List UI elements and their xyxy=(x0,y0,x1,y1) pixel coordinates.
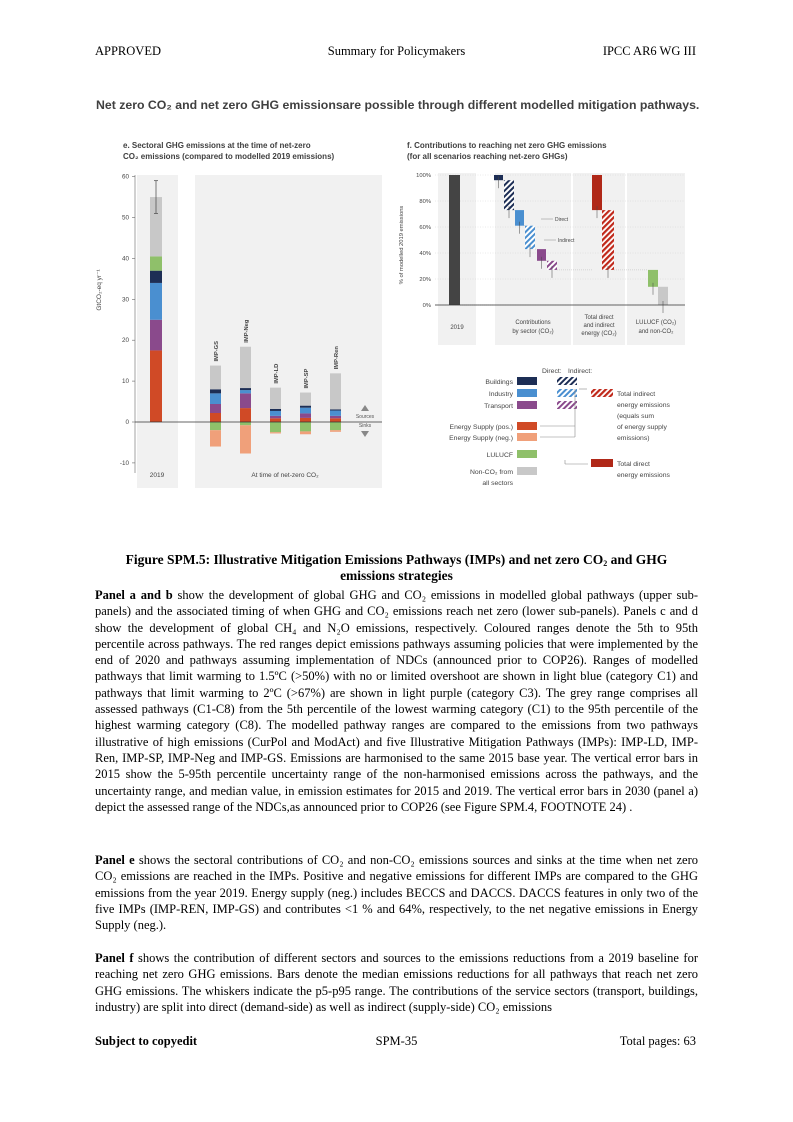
panel-e-bar-label: IMP-LD xyxy=(274,363,280,384)
panel-e-bg-netzero xyxy=(195,175,382,488)
panel-e-bar-segment xyxy=(270,418,281,422)
panel-e-bar-segment xyxy=(330,416,341,418)
figure-caption-title xyxy=(95,552,698,584)
panel-f-bar xyxy=(592,175,602,210)
panel-e-bar-segment xyxy=(300,413,311,417)
panel-f-bar xyxy=(449,175,460,305)
legend-lulucf: LULUCF xyxy=(486,452,513,459)
panel-e-bar-segment xyxy=(270,422,281,432)
panel-e-bar-segment xyxy=(210,430,221,446)
legend-total-direct-1: Total direct xyxy=(617,461,650,468)
legend-energy-pos: Energy Supply (pos.) xyxy=(449,424,513,431)
panel-e-bar-segment xyxy=(210,422,221,430)
caption-paragraph-2 xyxy=(95,852,698,933)
panel-e-bar-segment xyxy=(210,404,221,413)
panel-e-ytick-label: 30 xyxy=(121,296,129,304)
panel-e-bar-label: IMP-Ren xyxy=(334,346,340,370)
panel-e-bar-segment xyxy=(330,422,341,430)
panel-f-ylabel: % of modelled 2019 emissions xyxy=(399,205,405,285)
panel-f-ytick-label: 100% xyxy=(416,173,431,179)
panel-f-xlabel-2019: 2019 xyxy=(450,325,464,331)
legend-swatch-buildings xyxy=(517,377,537,385)
legend-swatch-industry xyxy=(517,389,537,397)
caption-p3-lead: Panel f xyxy=(95,951,134,965)
panel-f-xlabel-total-1: Total direct xyxy=(584,315,614,321)
panel-e-bar-segment xyxy=(240,388,251,390)
panel-e-bar-segment xyxy=(300,418,311,422)
panel-e-bar-segment xyxy=(150,256,162,270)
panel-e-bar-segment xyxy=(270,416,281,418)
legend-indirect-header: Indirect: xyxy=(568,368,593,375)
legend-nonco2-1: Non-CO₂ from xyxy=(469,469,513,476)
panel-e-bar-segment xyxy=(270,388,281,409)
panel-e-ytick-label: 0 xyxy=(125,419,129,426)
panel-f-xlabel-total-3: energy (CO₂) xyxy=(581,331,617,337)
legend-swatch-nonco2 xyxy=(517,467,537,475)
panel-e-bar-segment xyxy=(150,350,162,422)
panel-e-bar-segment xyxy=(210,393,221,404)
panel-f-ytick-label: 20% xyxy=(419,277,431,283)
legend-buildings: Buildings xyxy=(485,379,513,386)
indirect-annotation: Indirect xyxy=(558,238,575,244)
panel-e-bar-segment xyxy=(240,390,251,393)
header-right: IPCC AR6 WG III xyxy=(602,44,696,58)
legend-swatch-lulucf xyxy=(517,450,537,458)
panel-e-bar-segment xyxy=(300,422,311,431)
header-left: APPROVED xyxy=(95,44,161,58)
panel-e-title-1: e. Sectoral GHG emissions at the time of net-zero xyxy=(123,141,311,150)
legend-total-direct-2: energy emissions xyxy=(617,472,670,479)
panel-e-bar-segment xyxy=(240,408,251,422)
panel-e-xlabel-netzero: At time of net-zero CO₂ xyxy=(251,472,319,479)
legend-total-indirect-2: energy emissions xyxy=(617,402,670,409)
direct-annotation: Direct xyxy=(555,217,569,223)
panel-e-title-2: CO₂ emissions (compared to modelled 2019 emissions) xyxy=(123,152,335,161)
panel-f-bar xyxy=(504,180,514,210)
legend-nonco2-2: all sectors xyxy=(482,480,513,487)
caption-p1-text: show the development of global GHG and CO₂ emissions in modelled global pathways (upper sub-panels) and the associated timing of when GHG and CO₂ emissions reach net zero (lower sub-panels). Panels c and d show the development of global CH₄ and N₂O emissions, respectively. Coloured ranges denote the 5th to 95th percentile across pathways. The red ranges depict emissions pathways assuming policies that were implemented by the end of 2020 and pathways assuming implementation of NDCs (announced prior to COP26). Ranges of modelled pathways that limit warming to 1.5ºC (>50%) with no or limited overshoot are shown in light blue (category C1) and pathways that limit warming to 2ºC (>67%) are shown in light purple (category C3). The grey range comprises all assessed pathways (C1-C8) from the 5th percentile of the lowest warming category (C1) to the 95th percentile of the highest warming category (C8). The modelled pathway ranges are compared to the emissions from two pathways illustrative of high emissions (CurPol and ModAct) and five Illustrative Mitigation Pathways (IMPs): IMP-LD, IMP-Ren, IMP-SP, IMP-Neg and IMP-GS. Emissions are harmonised to the same 2015 base year. The vertical error bars in 2015 show the 5-95th percentile uncertainty range of the non-harmonised emissions across the pathways, and the uncertainty range, and median value, in emission estimates for 2015 and 2019. The vertical error bars in 2030 (panel a) depict the assessed range of the NDCs,as announced prior to COP26 (see Figure SPM.4, FOOTNOTE 24) . xyxy=(95,588,698,814)
legend-swatch-transport-indirect xyxy=(557,401,577,409)
legend-swatch-energy-neg xyxy=(517,433,537,441)
panel-e-ytick-label: 10 xyxy=(121,378,129,386)
panel-e-bar-segment xyxy=(330,411,341,416)
legend-energy-neg: Energy Supply (neg.) xyxy=(449,435,513,442)
legend-total-indirect-4: of energy supply xyxy=(617,424,667,431)
sources-label: Sources xyxy=(355,414,375,420)
panel-e-bar-segment xyxy=(330,409,341,410)
legend-swatch-industry-indirect xyxy=(557,389,577,397)
panel-f-xlabel-total-2: and indirect xyxy=(583,323,615,329)
panel-e-bar-segment xyxy=(330,430,341,432)
panel-e-bar-segment xyxy=(270,432,281,433)
panel-f-xlabel-sector-2: by sector (CO₂) xyxy=(512,329,554,335)
panel-e-bar-segment xyxy=(330,373,341,409)
legend xyxy=(449,368,670,487)
panel-f-ytick-label: 60% xyxy=(419,225,431,231)
panel-e-bar-segment xyxy=(300,406,311,408)
legend-total-indirect-5: emissions) xyxy=(617,435,650,442)
panel-e-ytick-label: 50 xyxy=(121,214,129,222)
caption-paragraph-1 xyxy=(95,587,698,815)
panel-f-ytick-label: 40% xyxy=(419,251,431,257)
figure-spm5 xyxy=(95,135,700,495)
panel-f-xlabel-sector-1: Contributions xyxy=(515,320,551,326)
legend-direct-header: Direct: xyxy=(542,368,562,375)
panel-e-ylabel: GtCO₂-eq yr⁻¹ xyxy=(96,269,103,311)
panel-e-bar-segment xyxy=(210,389,221,393)
panel-e-ytick-label: 40 xyxy=(121,255,129,263)
panel-e-ytick-label: 60 xyxy=(121,173,129,181)
legend-total-indirect-3: (equals sum xyxy=(617,413,655,420)
panel-e-ytick-label: 20 xyxy=(121,337,129,345)
legend-swatch-total-indirect xyxy=(591,389,613,397)
caption-p2-lead: Panel e xyxy=(95,853,135,867)
header-center: Summary for Policymakers xyxy=(327,44,466,58)
panel-e-bar-segment xyxy=(300,431,311,434)
panel-e-bar-segment xyxy=(300,408,311,414)
legend-swatch-transport xyxy=(517,401,537,409)
footer-left: Subject to copyedit xyxy=(95,1034,198,1048)
caption-title-line2: emissions strategies xyxy=(340,568,453,583)
legend-transport: Transport xyxy=(484,403,513,410)
panel-e-bar-segment xyxy=(150,271,162,283)
caption-title-sub: 2 xyxy=(603,559,608,568)
panel-e-bar-segment xyxy=(240,347,251,388)
caption-title-part1: Figure SPM.5: Illustrative Mitigation Emissions Pathways (IMPs) and net zero CO xyxy=(125,552,604,567)
caption-p3-text: shows the contribution of different sectors and sources to the emissions reductions from a 2019 baseline for reaching net zero GHG emissions. Bars denote the median emissions reductions for all pathways that reach net zero GHG emissions. The whiskers indicate the p5-p95 range. The contributions of the service sectors (transport, buildings, industry) are split into direct (demand-side) as well as indirect (supply-side) CO₂ emissions xyxy=(95,951,698,1014)
panel-e-bar-segment xyxy=(330,418,341,422)
panel-e-bar-segment xyxy=(150,320,162,351)
panel-f-title-2: (for all scenarios reaching net-zero GHGs) xyxy=(407,152,568,161)
panel-f-xlabel-lulucf-1: LULUCF (CO₂) xyxy=(635,320,677,326)
caption-paragraph-3 xyxy=(95,950,698,1015)
panel-e-bar-label: IMP-Neg xyxy=(244,319,250,343)
caption-title-part1b: and GHG xyxy=(607,552,668,567)
panel-f-title-1: f. Contributions to reaching net zero GHG emissions xyxy=(407,141,607,150)
legend-swatch-buildings-indirect xyxy=(557,377,577,385)
panel-e-bar-segment xyxy=(270,409,281,411)
panel-f-ytick-label: 0% xyxy=(422,303,431,309)
sinks-label: Sinks xyxy=(358,423,372,429)
panel-e-ytick-label: -10 xyxy=(119,459,129,467)
panel-f xyxy=(399,141,685,345)
panel-e-bar-segment xyxy=(240,425,251,453)
panel-e-bar-segment xyxy=(240,422,251,425)
caption-p2-text: shows the sectoral contributions of CO₂ and non-CO₂ emissions sources and sinks at the time when net zero CO₂ emissions are reached in the IMPs. Positive and negative emissions for different IMPs are compared to the GHG emissions from the year 2019. Energy supply (neg.) includes BECCS and DACCS. DACCS features in only two of the five IMPs (IMP-REN, IMP-GS) and contributes <1 % and 64%, respectively, to the net negative emissions in Energy Supply (neg.). xyxy=(95,853,698,933)
panel-e-bar-segment xyxy=(150,283,162,320)
footer-right: Total pages: 63 xyxy=(619,1034,696,1048)
panel-e-bar-segment xyxy=(240,393,251,408)
panel-f-bar xyxy=(602,210,614,270)
legend-swatch-total-direct xyxy=(591,459,613,467)
panel-f-ytick-label: 80% xyxy=(419,199,431,205)
figure-title: Net zero CO₂ and net zero GHG emissionsare possible through different modelled mitigation pathways. xyxy=(96,98,700,112)
panel-e-bar-label: IMP-GS xyxy=(214,340,220,362)
footer-center: SPM-35 xyxy=(375,1034,418,1048)
panel-f-xlabel-lulucf-2: and non-CO₂ xyxy=(638,329,674,335)
panel-e-bar-segment xyxy=(210,366,221,390)
panel-e xyxy=(96,141,382,488)
legend-swatch-energy-pos xyxy=(517,422,537,430)
panel-e-bar-segment xyxy=(270,411,281,416)
panel-e-xlabel-2019: 2019 xyxy=(149,472,165,479)
caption-p1-lead: Panel a and b xyxy=(95,588,173,602)
panel-e-bar-segment xyxy=(300,393,311,406)
panel-e-bar-label: IMP-SP xyxy=(304,368,310,389)
legend-total-indirect-1: Total indirect xyxy=(617,391,656,398)
panel-e-bar-segment xyxy=(210,413,221,422)
legend-industry: Industry xyxy=(488,391,513,398)
